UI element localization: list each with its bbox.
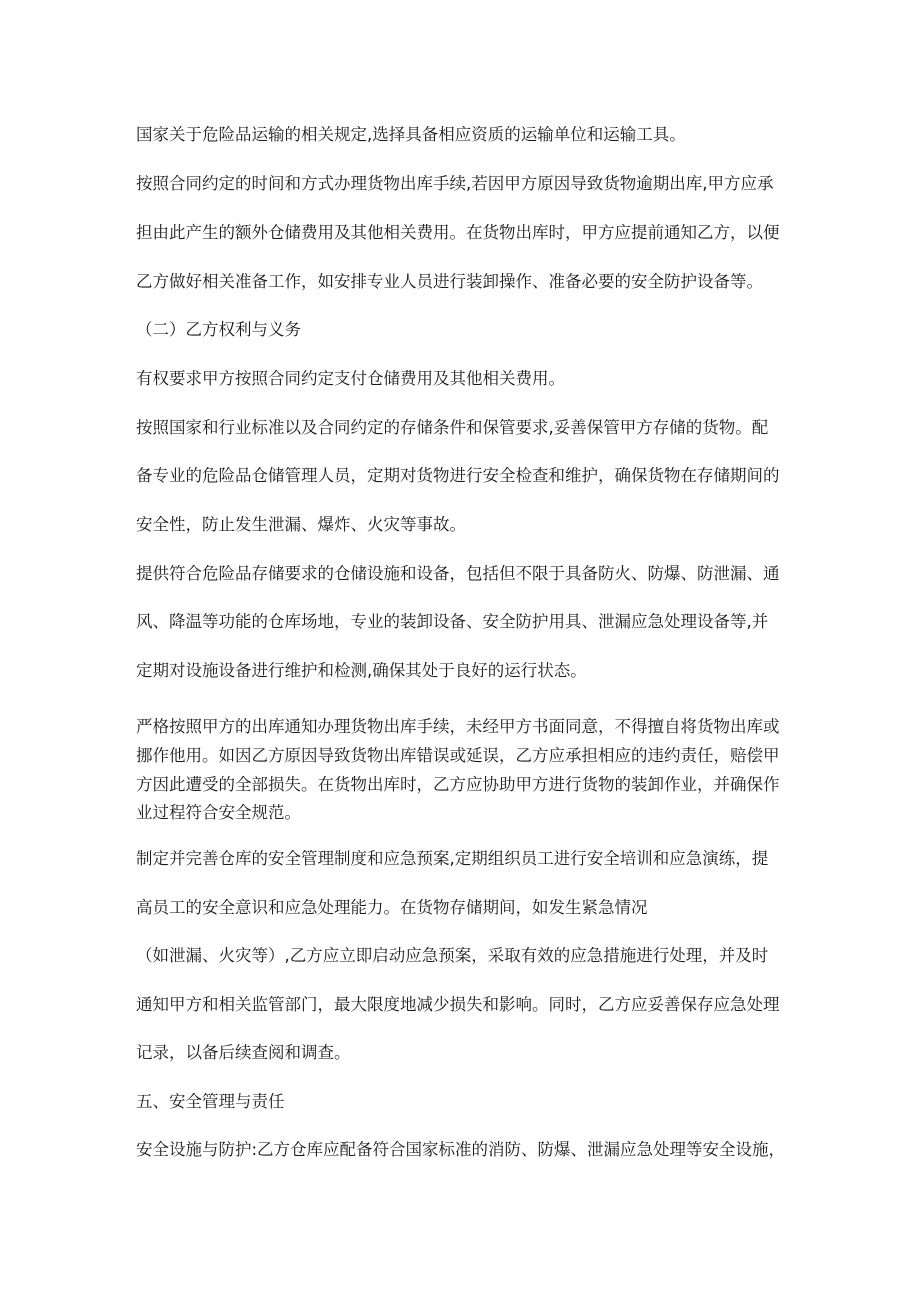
text-line: 业过程符合安全规范。 (136, 803, 301, 822)
text-line: 安全性，防止发生泄漏、爆炸、火灾等事故。 (136, 515, 466, 534)
text-line: 提供符合危险品存储要求的仓储设施和设备，包括但不限于具备防火、防爆、防泄漏、通 (136, 564, 780, 583)
text-line: 高员工的安全意识和应急处理能力。在货物存储期间，如发生紧急情况 (136, 898, 648, 917)
text-line: 严格按照甲方的出库通知办理货物出库手续，未经甲方书面同意，不得擅自将货物出库或 (136, 717, 780, 736)
section-heading: 五、安全管理与责任 (136, 1092, 285, 1111)
text-line: 按照国家和行业标准以及合同约定的存储条件和保管要求,妥善保管甲方存储的货物。配 (136, 418, 769, 437)
text-line: 定期对设施设备进行维护和检测,确保其处于良好的运行状态。 (136, 661, 587, 680)
text-line: 安全设施与防护:乙方仓库应配备符合国家标准的消防、防爆、泄漏应急处理等安全设施， (136, 1140, 786, 1159)
text-line: 方因此遭受的全部损失。在货物出库时，乙方应协助甲方进行货物的装卸作业，并确保作 (136, 775, 780, 794)
text-line: 有权要求甲方按照合同约定支付仓储费用及其他相关费用。 (136, 369, 565, 388)
text-line: 担由此产生的额外仓储费用及其他相关费用。在货物出库时，甲方应提前通知乙方，以便 (136, 223, 780, 242)
text-line: 记录，以备后续查阅和调查。 (136, 1043, 351, 1062)
text-line: 国家关于危险品运输的相关规定,选择具备相应资质的运输单位和运输工具。 (136, 125, 686, 144)
text-line: 通知甲方和相关监管部门，最大限度地减少损失和影响。同时，乙方应妥善保存应急处理 (136, 995, 780, 1014)
text-line: 风、降温等功能的仓库场地，专业的装卸设备、安全防护用具、泄漏应急处理设备等,并 (136, 612, 769, 631)
section-heading: （二）乙方权利与义务 (136, 320, 301, 339)
text-line: 乙方做好相关准备工作，如安排专业人员进行装卸操作、准备必要的安全防护设备等。 (136, 272, 763, 291)
text-line: （如泄漏、火灾等）,乙方应立即启动应急预案，采取有效的应急措施进行处理，并及时 (136, 946, 769, 965)
text-line: 备专业的危险品仓储管理人员，定期对货物进行安全检查和维护，确保货物在存储期间的 (136, 466, 780, 485)
text-line: 制定并完善仓库的安全管理制度和应急预案,定期组织员工进行安全培训和应急演练，提 (136, 849, 769, 868)
text-line: 挪作他用。如因乙方原因导致货物出库错误或延误，乙方应承担相应的违约责任，赔偿甲 (136, 746, 780, 765)
text-line: 按照合同约定的时间和方式办理货物出库手续,若因甲方原因导致货物逾期出库,甲方应承 (136, 174, 774, 193)
